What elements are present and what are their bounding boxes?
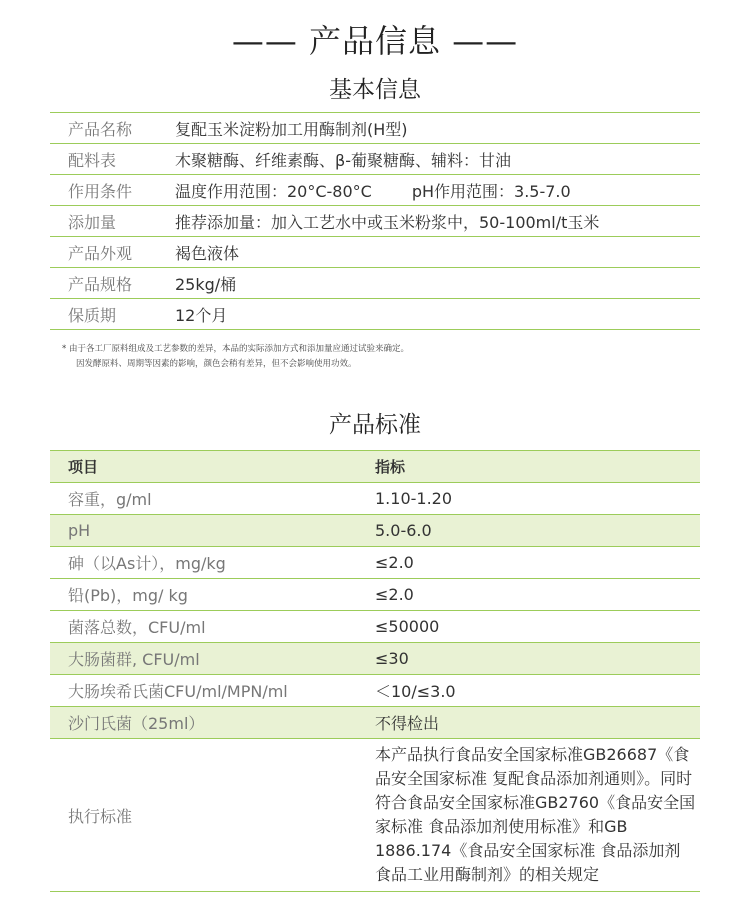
info-label: 保质期: [68, 305, 117, 325]
info-value: 25kg/桶: [175, 274, 237, 294]
standard-header-row: [50, 450, 700, 483]
info-row-dosage: [50, 206, 700, 237]
footnote-line: * 由于各工厂原料组成及工艺参数的差异，本品的实际添加方式和添加量应通过试验来确定。: [62, 344, 409, 354]
info-row-spec: [50, 268, 700, 299]
basic-info-title: 基本信息: [329, 77, 421, 103]
info-label: 配料表: [68, 150, 117, 170]
row-spec: 5.0-6.0: [375, 521, 432, 540]
basic-info-table: [50, 112, 700, 330]
row-spec: 1.10-1.20: [375, 489, 453, 508]
table-row: [50, 547, 700, 579]
row-item: 铅(Pb)，mg/ kg: [68, 586, 188, 605]
row-item: 砷（以As计），mg/kg: [68, 554, 226, 573]
table-row: [50, 579, 700, 611]
ph-range: pH作用范围：3.5-7.0: [411, 181, 571, 201]
info-label: 添加量: [68, 212, 117, 232]
info-value: [175, 179, 700, 202]
row-spec: 不得检出: [375, 714, 440, 733]
row-spec: 本产品执行食品安全国家标准GB26687《食品安全国家标准 复配食品添加剂通则》。同时符合食品安全国家标准GB2760《食品安全国家标准 食品添加剂使用标准》和GB 1886.174《食品安全国家标准 食品添加剂 食品工业用酶制剂》的相关规定: [375, 745, 696, 884]
row-item: 沙门氏菌（25ml）: [68, 714, 205, 733]
row-item: pH: [68, 521, 91, 540]
table-row: [50, 483, 700, 515]
info-value: 12个月: [175, 305, 228, 325]
table-row: [50, 611, 700, 643]
row-spec: ≤2.0: [375, 553, 414, 572]
info-label: 产品规格: [68, 274, 133, 294]
table-row: [50, 675, 700, 707]
info-row-ingredients: [50, 144, 700, 175]
info-value: 褐色液体: [175, 243, 240, 263]
info-value: 复配玉米淀粉加工用酶制剂(H型): [175, 119, 408, 139]
table-row: [50, 643, 700, 675]
table-row: [50, 707, 700, 739]
info-row-shelf-life: [50, 299, 700, 330]
standard-table: [50, 450, 700, 892]
info-label: 产品外观: [68, 243, 133, 263]
info-row-conditions: [50, 175, 700, 206]
info-label: 产品名称: [68, 119, 133, 139]
row-item: 大肠埃希氏菌CFU/ml/MPN/ml: [68, 682, 288, 701]
row-item: 容重，g/ml: [68, 490, 152, 509]
footnote: [62, 342, 702, 372]
info-row-name: [50, 113, 700, 144]
table-row: [50, 515, 700, 547]
row-spec: ＜10/≤3.0: [375, 682, 456, 701]
header-item: 项目: [68, 458, 99, 476]
info-value: 木聚糖酶、纤维素酶、β-葡聚糖酶、辅料：甘油: [175, 150, 511, 170]
info-value: 推荐添加量：加入工艺水中或玉米粉浆中，50-100ml/t玉米: [175, 212, 600, 232]
footnote-line: 因发酵原料、周期等因素的影响，颜色会稍有差异，但不会影响使用功效。: [76, 359, 357, 369]
row-item: 执行标准: [68, 806, 133, 826]
info-row-appearance: [50, 237, 700, 268]
row-item: 大肠菌群, CFU/ml: [68, 650, 200, 669]
header-spec: 指标: [375, 458, 406, 476]
info-label: 作用条件: [68, 181, 133, 201]
execution-standard-row: [50, 739, 700, 892]
row-spec: ≤50000: [375, 617, 440, 636]
page-title: —— 产品信息 ——: [231, 22, 519, 60]
row-item: 菌落总数，CFU/ml: [68, 618, 206, 637]
row-spec: ≤30: [375, 649, 409, 668]
standard-title: 产品标准: [329, 412, 421, 438]
temperature-range: 温度作用范围：20°C-80°C: [175, 181, 372, 201]
row-spec: ≤2.0: [375, 585, 414, 604]
